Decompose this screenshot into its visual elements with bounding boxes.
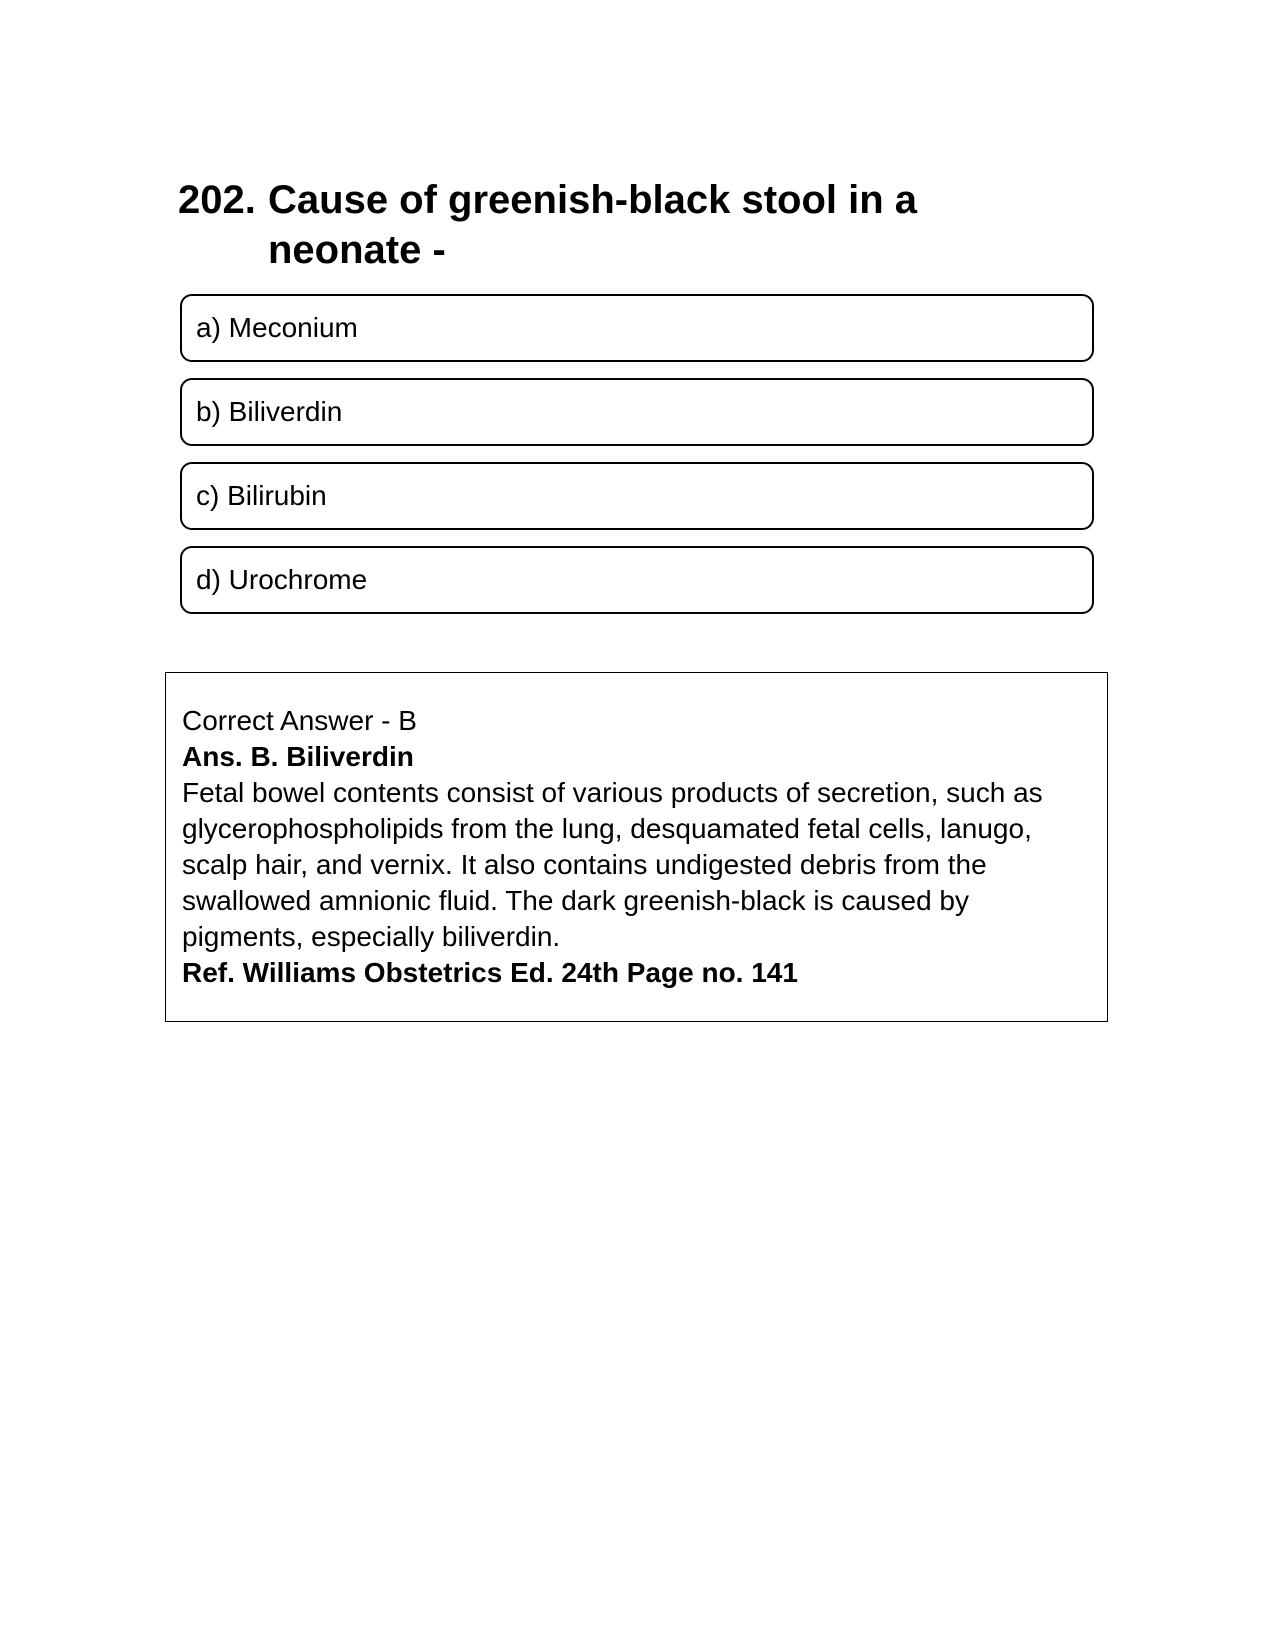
option-c[interactable]: c) Bilirubin <box>180 462 1094 530</box>
answer-explanation: Fetal bowel contents consist of various products of secretion, such as glycerophospholipids from the lung, desquamated fetal cells, lanugo, scalp hair, and vernix. It also contains undigested debris from the swallowed amnionic fluid. The dark greenish-black is caused by pigments, especially biliverdin. <box>182 777 1043 952</box>
option-b[interactable]: b) Biliverdin <box>180 378 1094 446</box>
question-text: Cause of greenish-black stool in a neonate - <box>268 178 918 272</box>
question-number: 202. <box>178 178 256 222</box>
answer-title: Ans. B. Biliverdin <box>182 741 414 772</box>
options-list <box>180 294 1094 630</box>
answer-explanation-box <box>165 672 1108 1022</box>
option-a[interactable]: a) Meconium <box>180 294 1094 362</box>
option-d[interactable]: d) Urochrome <box>180 546 1094 614</box>
answer-reference: Ref. Williams Obstetrics Ed. 24th Page no. 141 <box>182 957 798 988</box>
question-heading <box>178 175 1078 275</box>
correct-answer-label: Correct Answer - B <box>182 705 417 736</box>
